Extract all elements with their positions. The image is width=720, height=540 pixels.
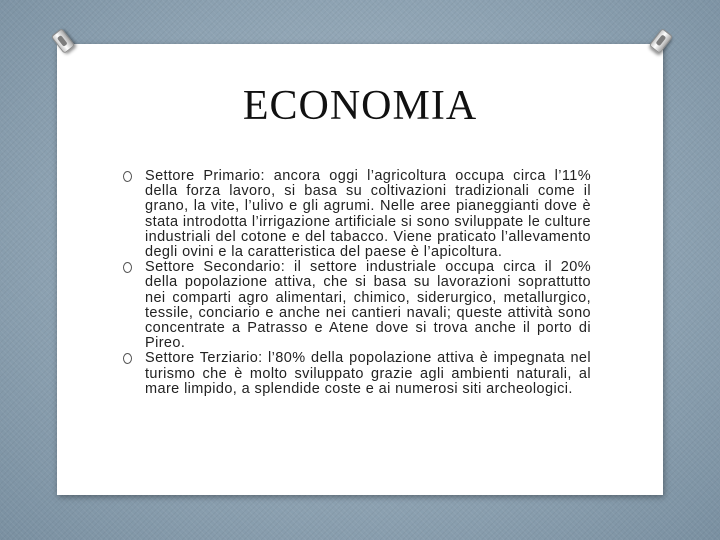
bullet-list [123,169,591,397]
hollow-circle-bullet-icon [123,262,132,273]
bullet-item-secondario [123,260,591,351]
bullet-text: Settore Primario: ancora oggi l’agricoltura occupa circa l’11% della forza lavoro, si basa su coltivazioni tradizionali come il grano, la vite, l’ulivo e gli agrumi. Nelle aree pianeggianti dove è stata introdotta l’irrigazione artificiale si sono sviluppate le culture industriali del cotone e del tabacco. Viene praticato l’allevamento degli ovini e la caratteristica del paese è l’apicoltura. [145,168,591,261]
bullet-item-primario [123,169,591,260]
bullet-text: Settore Secondario: il settore industriale occupa circa il 20% della popolazione attiva, che si basa su lavorazioni soprattutto nei comparti agro alimentari, chimico, siderurgico, metallurgico, tessile, conciario e anche nei cantieri navali; queste attività sono concentrate a Patrasso e Atene dove si trova anche il porto di Pireo. [145,259,591,352]
bullet-item-terziario [123,351,591,397]
slide-title: ECONOMIA [242,83,478,129]
hollow-circle-bullet-icon [123,353,132,364]
hollow-circle-bullet-icon [123,171,132,182]
bullet-text: Settore Terziario: l’80% della popolazione attiva è impegnata nel turismo che è molto sviluppato grazie agli ambienti naturali, al mare limpido, a splendide coste e ai numerosi siti archeologici. [145,350,591,397]
